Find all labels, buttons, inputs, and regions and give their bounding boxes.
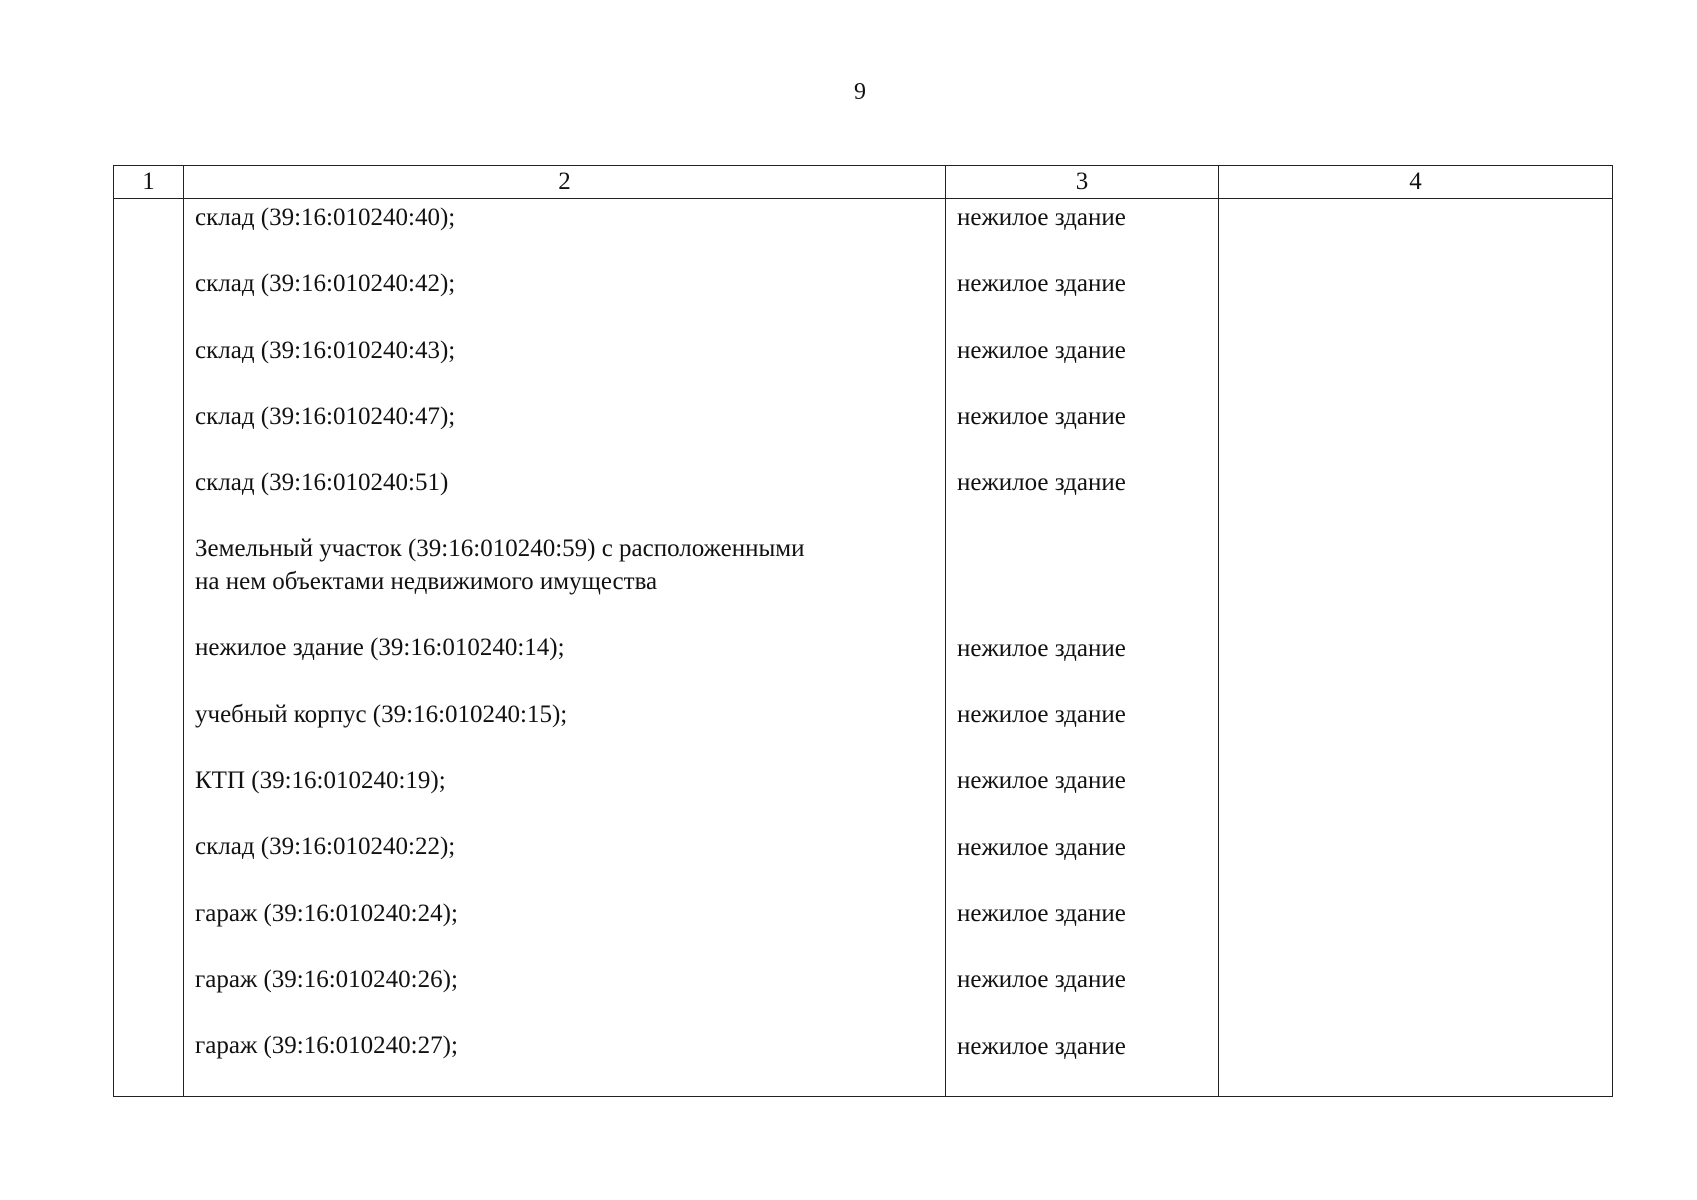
object-list (184, 201, 945, 1062)
list-item: склад (39:16:010240:40); (195, 204, 456, 231)
land-plot-line-1: Земельный участок (39:16:010240:59) с расположенными (195, 535, 805, 563)
type-item: нежилое здание (957, 469, 1126, 497)
object-cell (184, 199, 946, 1097)
type-item: нежилое здание (957, 1032, 1126, 1060)
list-item: склад (39:16:010240:42); (195, 270, 456, 298)
table-header (114, 166, 1613, 199)
table-body (114, 199, 1613, 1097)
type-item: нежилое здание (957, 204, 1126, 231)
header-row (114, 166, 1613, 199)
type-item: нежилое здание (957, 336, 1126, 364)
number-cell (114, 199, 184, 1097)
table-row (114, 199, 1613, 1097)
type-list (946, 201, 1218, 1063)
type-item: нежилое здание (957, 899, 1126, 927)
page-number: 9 (854, 79, 866, 105)
list-item: гараж (39:16:010240:26); (195, 965, 458, 993)
type-item: нежилое здание (957, 767, 1126, 795)
list-item: учебный корпус (39:16:010240:15); (195, 700, 568, 728)
type-item-empty (957, 532, 1218, 598)
type-item: нежилое здание (957, 402, 1126, 430)
property-table (113, 165, 1613, 1097)
list-item: склад (39:16:010240:22); (195, 833, 456, 861)
type-item: нежилое здание (957, 833, 1126, 861)
type-item: нежилое здание (957, 966, 1126, 994)
type-item: нежилое здание (957, 701, 1126, 729)
notes-cell (1219, 199, 1613, 1097)
header-col-4: 4 (1219, 166, 1613, 199)
list-item: гараж (39:16:010240:24); (195, 899, 458, 927)
type-item: нежилое здание (957, 634, 1126, 662)
list-item: склад (39:16:010240:47); (195, 402, 456, 430)
type-item: нежилое здание (957, 270, 1126, 298)
list-item: склад (39:16:010240:51) (195, 469, 449, 497)
type-cell (946, 199, 1219, 1097)
land-plot-line-2: на нем объектами недвижимого имущества (195, 568, 658, 596)
list-item: склад (39:16:010240:43); (195, 336, 456, 364)
list-item: гараж (39:16:010240:27); (195, 1032, 458, 1060)
land-plot-item (195, 532, 945, 598)
header-col-3: 3 (946, 166, 1219, 199)
list-item: КТП (39:16:010240:19); (195, 767, 446, 795)
header-col-2: 2 (184, 166, 946, 199)
header-col-1: 1 (114, 166, 184, 199)
list-item: нежилое здание (39:16:010240:14); (195, 634, 565, 662)
